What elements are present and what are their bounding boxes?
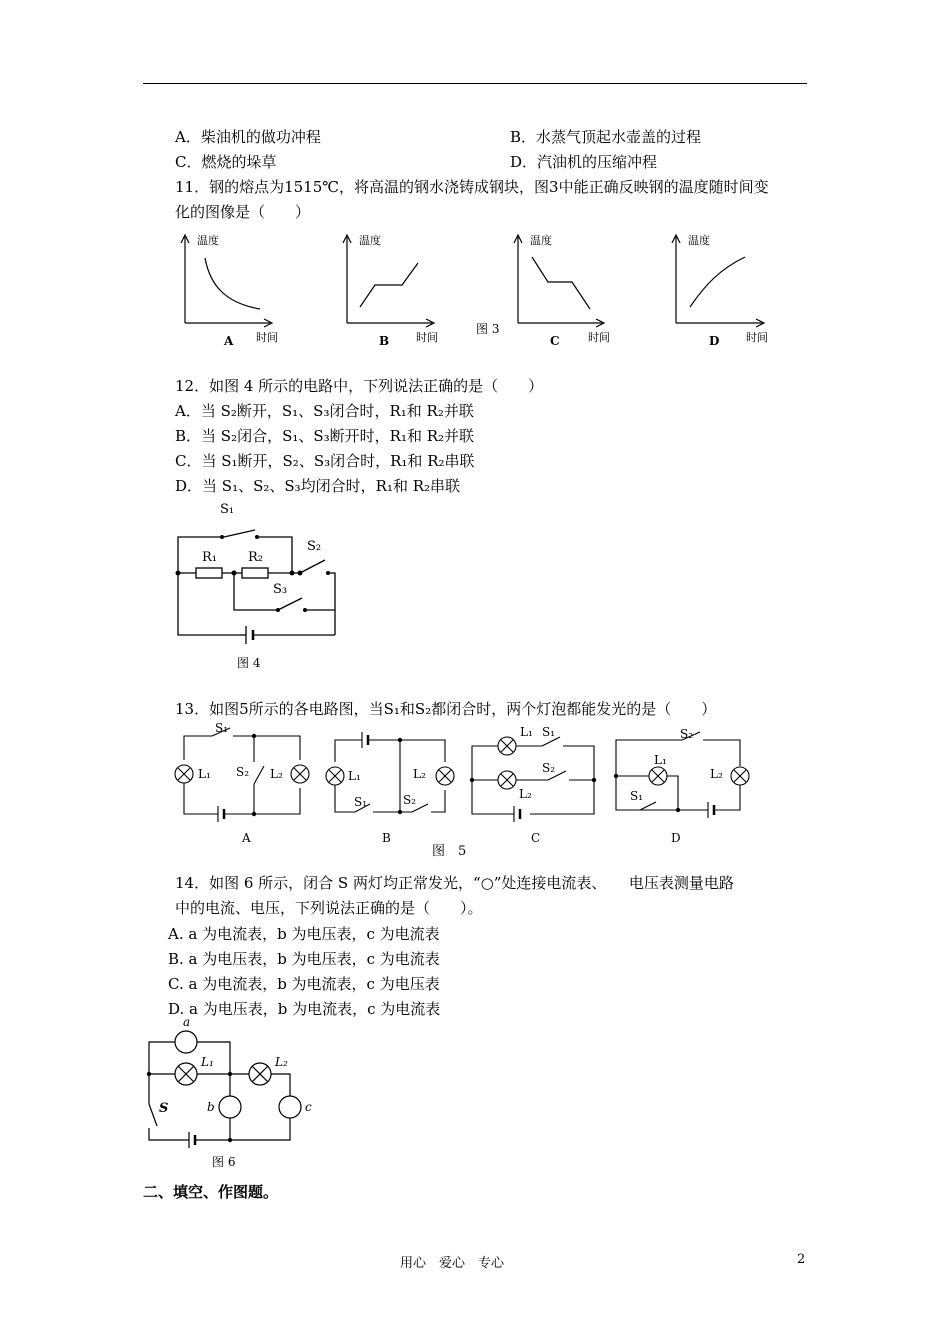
fig5c-l2-label: L₂	[519, 787, 532, 801]
meter-a-label: a	[183, 1015, 191, 1029]
switch-s	[149, 1104, 157, 1126]
fig5d-l2-label: L₂	[710, 767, 723, 781]
q10-option-b: B．水蒸气顶起水壶盖的过程	[510, 128, 702, 146]
r1-label: R₁	[202, 550, 217, 565]
graph-c-curve	[532, 257, 590, 309]
fig5a-l1-label: L₁	[198, 767, 211, 781]
s3-switch	[278, 598, 302, 610]
graph-d-xlabel: 时间	[746, 331, 768, 344]
meter-b-label: b	[207, 1100, 215, 1114]
meter-c-label: c	[305, 1100, 312, 1114]
graph-a-label: A	[224, 334, 234, 348]
s1-switch	[224, 530, 255, 537]
circuit-d	[616, 732, 749, 818]
meter-c	[279, 1096, 301, 1118]
fig5-label-a: A	[242, 831, 251, 845]
figure-5-circuits	[170, 722, 770, 862]
s2-label: S₂	[307, 539, 322, 554]
fig5b-s1-label: S₁	[354, 795, 368, 809]
fig5-label-d: D	[671, 831, 681, 845]
graph-b-xlabel: 时间	[416, 331, 438, 344]
header-rule	[143, 83, 807, 84]
graph-b-ylabel: 温度	[359, 234, 381, 247]
figure-3-caption: 图 3	[476, 322, 500, 336]
q12-option-a: A．当 S₂断开，S₁、S₃闭合时，R₁和 R₂并联	[175, 402, 474, 420]
fig5-label-b: B	[382, 831, 391, 845]
graph-d-curve	[690, 257, 745, 307]
meter-b	[219, 1096, 241, 1118]
q14-option-a: A. a 为电流表，b 为电压表，c 为电流表	[168, 925, 440, 943]
graph-c-label: C	[550, 334, 560, 348]
figure-3-graphs	[160, 225, 800, 355]
graph-a-curve	[205, 258, 260, 309]
q12-option-b: B．当 S₂闭合，S₁、S₃断开时，R₁和 R₂并联	[175, 427, 475, 445]
fig5d-s1-label: S₁	[630, 789, 644, 803]
fig4-bottom-wire-left	[178, 573, 246, 635]
fig4-right-wire	[328, 573, 335, 635]
page-number: 2	[797, 1252, 806, 1267]
q12-option-c: C．当 S₁断开，S₂、S₃闭合时，R₁和 R₂串联	[175, 452, 475, 470]
q14-stem-line1: 14．如图 6 所示，闭合 S 两灯均正常发光，“○”处连接电流表、 电压表测量电路	[175, 874, 734, 892]
s2-switch	[300, 560, 325, 573]
graph-d-label: D	[709, 334, 720, 348]
r2-resistor	[242, 568, 268, 578]
q10-option-c: C．燃烧的垛草	[175, 153, 277, 171]
graph-c-xlabel: 时间	[588, 331, 610, 344]
r2-label: R₂	[248, 550, 263, 565]
footer-motto: 用心 爱心 专心	[400, 1256, 505, 1271]
s3-label: S₃	[273, 582, 288, 597]
q12-option-d: D．当 S₁、S₂、S₃均闭合时，R₁和 R₂串联	[175, 477, 461, 495]
fig5b-l1-label: L₁	[348, 769, 361, 783]
q11-stem-line1: 11．钢的熔点为1515℃，将高温的钢水浇铸成钢块，图3中能正确反映钢的温度随时间变	[175, 178, 769, 196]
r1-resistor	[196, 568, 222, 578]
q14-option-d: D. a 为电压表，b 为电流表，c 为电流表	[168, 1000, 441, 1018]
fig5c-l1-label: L₁	[520, 725, 533, 739]
fig5a-s1-label: S₁	[215, 722, 229, 735]
meter-a	[175, 1031, 197, 1053]
fig5-label-c: C	[531, 831, 541, 845]
circuit-c	[472, 737, 594, 822]
section-2-heading: 二、填空、作图题。	[143, 1183, 279, 1201]
q14-option-b: B. a 为电压表，b 为电压表，c 为电流表	[168, 950, 440, 968]
fig5c-s1-label: S₁	[542, 725, 556, 739]
figure-6-circuit	[135, 1014, 335, 1174]
q11-stem-line2: 化的图像是（ ）	[175, 203, 311, 221]
switch-s-label: S	[159, 1101, 169, 1116]
figure-6-caption: 图 6	[212, 1155, 236, 1169]
figure-4-circuit	[160, 495, 360, 675]
graph-b-curve	[360, 263, 418, 307]
fig5c-s2-label: S₂	[542, 761, 556, 775]
lamp-l1-label: L₁	[201, 1055, 214, 1069]
q13-stem: 13．如图5所示的各电路图，当S₁和S₂都闭合时，两个灯泡都能发光的是（ ）	[175, 700, 717, 718]
circuit-b	[326, 732, 454, 812]
q14-option-c: C. a 为电流表，b 为电流表，c 为电压表	[168, 975, 440, 993]
q10-option-d: D．汽油机的压缩冲程	[510, 153, 658, 171]
fig5a-s2-label: S₂	[236, 765, 250, 779]
fig5d-l1-label: L₁	[654, 753, 667, 767]
fig6-left-top-wire	[149, 1042, 175, 1104]
graph-b-label: B	[379, 334, 390, 348]
graph-c-ylabel: 温度	[530, 234, 552, 247]
graph-d-ylabel: 温度	[688, 234, 710, 247]
q12-stem: 12．如图 4 所示的电路中，下列说法正确的是（ ）	[175, 377, 544, 395]
q10-option-a: A．柴油机的做功冲程	[175, 128, 321, 146]
fig5b-l2-label: L₂	[413, 767, 426, 781]
graph-a-ylabel: 温度	[197, 234, 219, 247]
s1-label: S₁	[220, 502, 235, 517]
q14-stem-line2: 中的电流、电压，下列说法正确的是（ ）。	[175, 899, 483, 917]
fig5a-l2-label: L₂	[270, 767, 283, 781]
graph-a-xlabel: 时间	[256, 331, 278, 344]
fig5b-s2-label: S₂	[403, 793, 417, 807]
fig5d-s2-label: S₂	[680, 727, 694, 741]
lamp-l2-label: L₂	[275, 1055, 288, 1069]
figure-5-caption: 图 5	[432, 844, 467, 859]
figure-4-caption: 图 4	[237, 656, 261, 670]
